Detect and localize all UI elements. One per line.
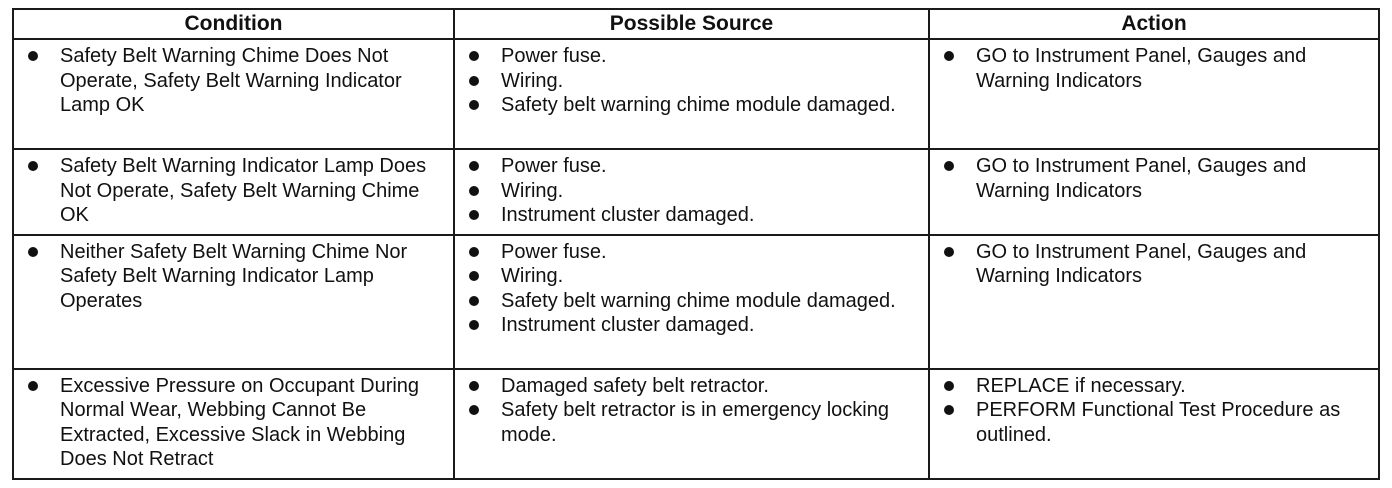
condition-cell bbox=[13, 39, 454, 149]
bullet-icon bbox=[469, 51, 479, 61]
list-item: Safety belt warning chime module damaged. bbox=[463, 289, 920, 314]
bullet-icon bbox=[469, 100, 479, 110]
list-item: Wiring. bbox=[463, 69, 920, 94]
bullet-icon bbox=[469, 161, 479, 171]
list-item: Wiring. bbox=[463, 264, 920, 289]
list-item: Wiring. bbox=[463, 179, 920, 204]
header-possible-source: Possible Source bbox=[454, 9, 929, 39]
bullet-icon bbox=[469, 296, 479, 306]
table-row bbox=[13, 369, 1379, 479]
bullet-icon bbox=[469, 405, 479, 415]
condition-cell bbox=[13, 235, 454, 369]
list-item: Excessive Pressure on Occupant During Normal Wear, Webbing Cannot Be Extracted, Excessive Slack in Webbing Does Not Retract bbox=[22, 374, 445, 472]
list-item: Safety belt retractor is in emergency locking mode. bbox=[463, 398, 920, 447]
header-action: Action bbox=[929, 9, 1379, 39]
list-item: Power fuse. bbox=[463, 240, 920, 265]
bullet-icon bbox=[944, 51, 954, 61]
list-item: Instrument cluster damaged. bbox=[463, 313, 920, 338]
list-item: Power fuse. bbox=[463, 154, 920, 179]
list-item: Instrument cluster damaged. bbox=[463, 203, 920, 228]
condition-cell bbox=[13, 369, 454, 479]
table-row bbox=[13, 39, 1379, 149]
action-cell bbox=[929, 39, 1379, 149]
list-item: Safety Belt Warning Chime Does Not Operate, Safety Belt Warning Indicator Lamp OK bbox=[22, 44, 445, 118]
bullet-icon bbox=[28, 161, 38, 171]
source-cell bbox=[454, 369, 929, 479]
header-condition: Condition bbox=[13, 9, 454, 39]
list-item: REPLACE if necessary. bbox=[938, 374, 1370, 399]
bullet-icon bbox=[469, 210, 479, 220]
source-cell bbox=[454, 235, 929, 369]
bullet-icon bbox=[28, 381, 38, 391]
list-item: GO to Instrument Panel, Gauges and Warning Indicators bbox=[938, 44, 1370, 93]
list-item: GO to Instrument Panel, Gauges and Warning Indicators bbox=[938, 240, 1370, 289]
list-item: Safety belt warning chime module damaged. bbox=[463, 93, 920, 118]
bullet-icon bbox=[28, 51, 38, 61]
list-item: PERFORM Functional Test Procedure as outlined. bbox=[938, 398, 1370, 447]
source-cell bbox=[454, 149, 929, 235]
condition-cell bbox=[13, 149, 454, 235]
list-item: Neither Safety Belt Warning Chime Nor Safety Belt Warning Indicator Lamp Operates bbox=[22, 240, 445, 314]
action-cell bbox=[929, 235, 1379, 369]
bullet-icon bbox=[469, 381, 479, 391]
list-item: Safety Belt Warning Indicator Lamp Does Not Operate, Safety Belt Warning Chime OK bbox=[22, 154, 445, 228]
table-row bbox=[13, 235, 1379, 369]
source-cell bbox=[454, 39, 929, 149]
list-item: GO to Instrument Panel, Gauges and Warning Indicators bbox=[938, 154, 1370, 203]
bullet-icon bbox=[944, 161, 954, 171]
bullet-icon bbox=[28, 247, 38, 257]
bullet-icon bbox=[469, 76, 479, 86]
table-row bbox=[13, 149, 1379, 235]
bullet-icon bbox=[944, 247, 954, 257]
bullet-icon bbox=[944, 381, 954, 391]
bullet-icon bbox=[469, 186, 479, 196]
bullet-icon bbox=[469, 271, 479, 281]
bullet-icon bbox=[469, 247, 479, 257]
list-item: Damaged safety belt retractor. bbox=[463, 374, 920, 399]
bullet-icon bbox=[469, 320, 479, 330]
bullet-icon bbox=[944, 405, 954, 415]
action-cell bbox=[929, 149, 1379, 235]
header-row bbox=[13, 9, 1379, 39]
list-item: Power fuse. bbox=[463, 44, 920, 69]
diagnosis-table bbox=[12, 8, 1380, 480]
action-cell bbox=[929, 369, 1379, 479]
